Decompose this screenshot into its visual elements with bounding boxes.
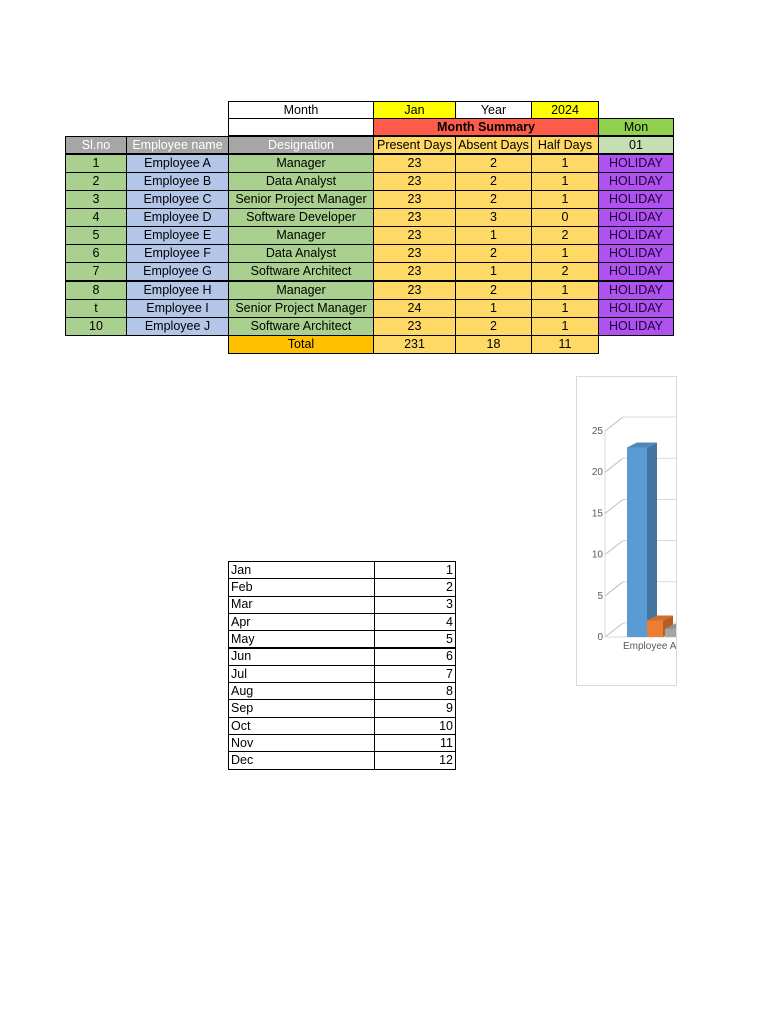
month-number-cell[interactable]: 12: [374, 751, 456, 769]
absent-cell[interactable]: 2: [455, 154, 532, 173]
present-cell[interactable]: 23: [373, 244, 456, 263]
x-category-label: Employee A: [623, 641, 677, 652]
month-number-cell[interactable]: 1: [374, 561, 456, 579]
half-cell[interactable]: 1: [531, 172, 599, 191]
status-cell[interactable]: HOLIDAY: [598, 226, 674, 245]
sl-cell[interactable]: 2: [65, 172, 127, 191]
month-label: Month: [228, 101, 374, 119]
gridline-diagonal: [605, 499, 623, 513]
designation-cell[interactable]: Software Developer: [228, 208, 374, 227]
bar-present-days: [627, 447, 647, 637]
status-cell[interactable]: HOLIDAY: [598, 190, 674, 209]
absent-cell[interactable]: 2: [455, 172, 532, 191]
designation-cell[interactable]: Senior Project Manager: [228, 299, 374, 318]
present-cell[interactable]: 23: [373, 208, 456, 227]
blank-header-cell: [228, 118, 374, 136]
year-value[interactable]: 2024: [531, 101, 599, 119]
status-cell[interactable]: HOLIDAY: [598, 317, 674, 336]
month-name-cell[interactable]: Nov: [228, 734, 375, 752]
month-name-cell[interactable]: Sep: [228, 699, 375, 717]
month-number-cell[interactable]: 10: [374, 717, 456, 735]
name-cell[interactable]: Employee I: [126, 299, 229, 318]
month-name-cell[interactable]: Feb: [228, 578, 375, 596]
half-cell[interactable]: 0: [531, 208, 599, 227]
absent-cell[interactable]: 2: [455, 244, 532, 263]
name-cell[interactable]: Employee B: [126, 172, 229, 191]
status-cell[interactable]: HOLIDAY: [598, 281, 674, 300]
sl-cell[interactable]: 4: [65, 208, 127, 227]
present-cell[interactable]: 23: [373, 226, 456, 245]
gridline-diagonal: [605, 417, 623, 431]
col-designation: Designation: [228, 136, 374, 154]
sl-cell[interactable]: 8: [65, 281, 127, 300]
month-name-cell[interactable]: Apr: [228, 613, 375, 631]
month-name-cell[interactable]: Oct: [228, 717, 375, 735]
y-tick-label: 0: [597, 632, 603, 643]
status-cell[interactable]: HOLIDAY: [598, 262, 674, 281]
sl-cell[interactable]: 6: [65, 244, 127, 263]
name-cell[interactable]: Employee H: [126, 281, 229, 300]
total-present[interactable]: 231: [373, 335, 456, 354]
absent-cell[interactable]: 2: [455, 281, 532, 300]
half-cell[interactable]: 1: [531, 281, 599, 300]
day-column-value: 01: [598, 136, 674, 154]
month-summary-title: Month Summary: [373, 118, 599, 136]
half-cell[interactable]: 1: [531, 154, 599, 173]
present-cell[interactable]: 23: [373, 281, 456, 300]
status-cell[interactable]: HOLIDAY: [598, 299, 674, 318]
present-cell[interactable]: 23: [373, 172, 456, 191]
month-number-cell[interactable]: 3: [374, 596, 456, 614]
month-name-cell[interactable]: Jan: [228, 561, 375, 579]
sl-cell[interactable]: t: [65, 299, 127, 318]
col-employee-name: Employee name: [126, 136, 229, 154]
designation-cell[interactable]: Senior Project Manager: [228, 190, 374, 209]
month-number-cell[interactable]: 2: [374, 578, 456, 596]
half-cell[interactable]: 2: [531, 262, 599, 281]
col-half-days: Half Days: [531, 136, 599, 154]
month-name-cell[interactable]: May: [228, 630, 375, 648]
sl-cell[interactable]: 1: [65, 154, 127, 173]
name-cell[interactable]: Employee G: [126, 262, 229, 281]
month-number-cell[interactable]: 4: [374, 613, 456, 631]
name-cell[interactable]: Employee C: [126, 190, 229, 209]
gridline-diagonal: [605, 623, 623, 637]
absent-cell[interactable]: 1: [455, 262, 532, 281]
status-cell[interactable]: HOLIDAY: [598, 172, 674, 191]
absent-cell[interactable]: 2: [455, 190, 532, 209]
bar-half-days: [665, 629, 676, 637]
name-cell[interactable]: Employee D: [126, 208, 229, 227]
sl-cell[interactable]: 5: [65, 226, 127, 245]
status-cell[interactable]: HOLIDAY: [598, 154, 674, 173]
y-tick-label: 5: [597, 590, 603, 602]
total-label: Total: [228, 335, 374, 354]
gridline-diagonal: [605, 458, 623, 472]
half-cell[interactable]: 2: [531, 226, 599, 245]
y-tick-label: 25: [591, 426, 603, 437]
name-cell[interactable]: Employee F: [126, 244, 229, 263]
name-cell[interactable]: Employee J: [126, 317, 229, 336]
half-cell[interactable]: 1: [531, 244, 599, 263]
half-cell[interactable]: 1: [531, 299, 599, 318]
designation-cell[interactable]: Software Architect: [228, 262, 374, 281]
month-number-cell[interactable]: 7: [374, 665, 456, 683]
half-cell[interactable]: 1: [531, 190, 599, 209]
year-label: Year: [455, 101, 532, 119]
bar-absent-days: [647, 621, 663, 637]
sl-cell[interactable]: 7: [65, 262, 127, 281]
present-cell[interactable]: 24: [373, 299, 456, 318]
absent-cell[interactable]: 2: [455, 317, 532, 336]
month-number-cell[interactable]: 8: [374, 682, 456, 700]
col-present-days: Present Days: [373, 136, 456, 154]
sl-cell[interactable]: 3: [65, 190, 127, 209]
sl-cell[interactable]: 10: [65, 317, 127, 336]
present-cell[interactable]: 23: [373, 317, 456, 336]
month-number-cell[interactable]: 5: [374, 630, 456, 648]
day-column-label: Mon: [598, 118, 674, 136]
present-cell[interactable]: 23: [373, 154, 456, 173]
name-cell[interactable]: Employee A: [126, 154, 229, 173]
y-tick-label: 10: [591, 549, 603, 561]
designation-cell[interactable]: Manager: [228, 226, 374, 245]
month-name-cell[interactable]: Mar: [228, 596, 375, 614]
month-name-cell[interactable]: Jul: [228, 665, 375, 683]
month-value[interactable]: Jan: [373, 101, 456, 119]
designation-cell[interactable]: Data Analyst: [228, 244, 374, 263]
designation-cell[interactable]: Data Analyst: [228, 172, 374, 191]
month-number-cell[interactable]: 9: [374, 699, 456, 717]
absent-cell[interactable]: 1: [455, 226, 532, 245]
attendance-chart[interactable]: [576, 376, 677, 686]
month-name-cell[interactable]: Jun: [228, 648, 375, 666]
total-half[interactable]: 11: [531, 335, 599, 354]
present-cell[interactable]: 23: [373, 262, 456, 281]
designation-cell[interactable]: Manager: [228, 154, 374, 173]
col-absent-days: Absent Days: [455, 136, 532, 154]
y-tick-label: 15: [591, 508, 603, 520]
name-cell[interactable]: Employee E: [126, 226, 229, 245]
half-cell[interactable]: 1: [531, 317, 599, 336]
gridline-diagonal: [605, 541, 623, 555]
absent-cell[interactable]: 1: [455, 299, 532, 318]
bar-side: [647, 442, 657, 637]
month-number-cell[interactable]: 11: [374, 734, 456, 752]
status-cell[interactable]: HOLIDAY: [598, 208, 674, 227]
chart-canvas: [577, 377, 676, 685]
gridline-diagonal: [605, 582, 623, 596]
col-slno: Sl.no: [65, 136, 127, 154]
present-cell[interactable]: 23: [373, 190, 456, 209]
designation-cell[interactable]: Manager: [228, 281, 374, 300]
y-tick-label: 20: [591, 467, 603, 479]
status-cell[interactable]: HOLIDAY: [598, 244, 674, 263]
absent-cell[interactable]: 3: [455, 208, 532, 227]
month-name-cell[interactable]: Dec: [228, 751, 375, 769]
month-name-cell[interactable]: Aug: [228, 682, 375, 700]
designation-cell[interactable]: Software Architect: [228, 317, 374, 336]
month-number-cell[interactable]: 6: [374, 648, 456, 666]
total-absent[interactable]: 18: [455, 335, 532, 354]
